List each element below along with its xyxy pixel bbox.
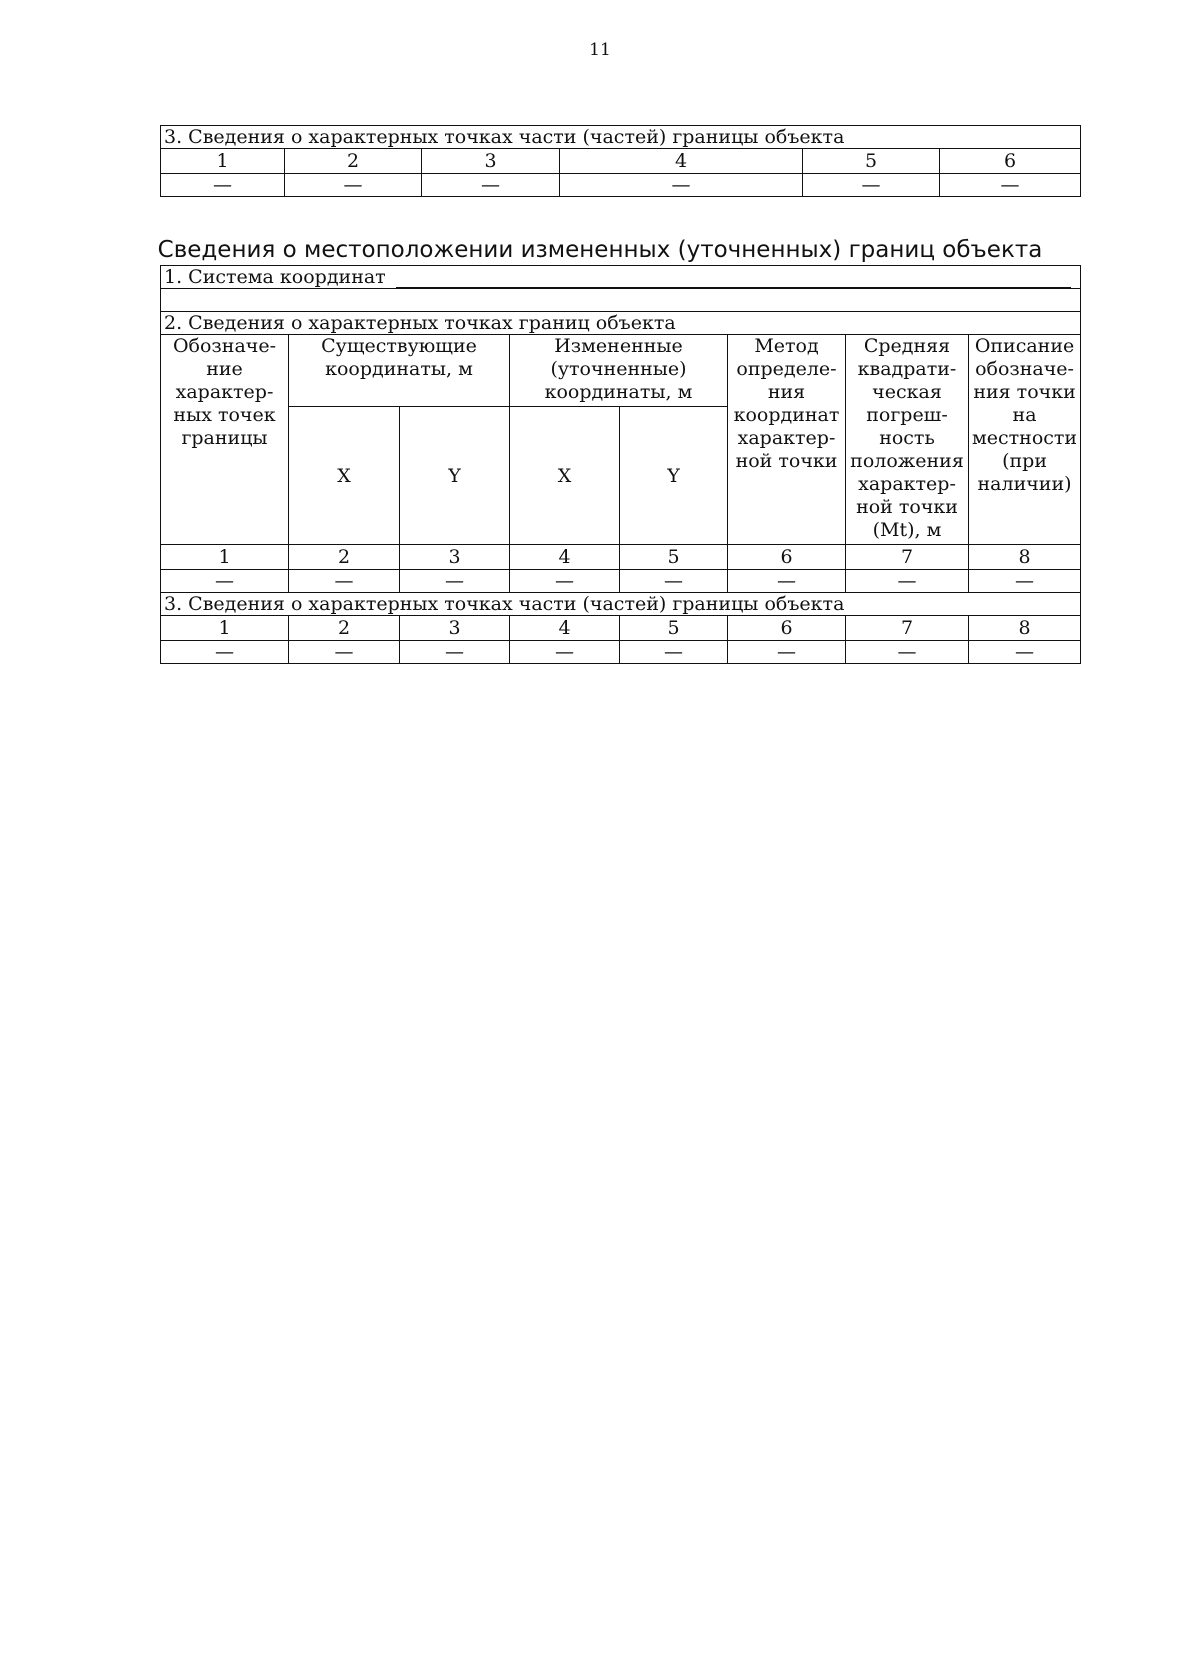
table-row <box>161 174 1081 197</box>
column-number: 6 <box>728 545 846 570</box>
table-cell: — <box>400 570 510 593</box>
table-cell: — <box>510 570 620 593</box>
table-cell: — <box>620 570 728 593</box>
column-number: 6 <box>940 149 1081 174</box>
table-cell: — <box>620 641 728 664</box>
table-cell: — <box>161 641 289 664</box>
column-number: 6 <box>728 616 846 641</box>
column-number: 1 <box>161 616 289 641</box>
column-number: 7 <box>846 545 969 570</box>
column-number: 1 <box>161 149 285 174</box>
table-cell: — <box>846 641 969 664</box>
boundary-points-table <box>160 265 1081 664</box>
coordinate-system-row <box>161 266 1081 289</box>
table-cell: — <box>728 641 846 664</box>
section-title: 2. Сведения о характерных точках границ объекта <box>161 312 1081 335</box>
changed-coordinates-header: Измененные (уточненные) координаты, м <box>510 335 728 407</box>
table-row <box>161 149 1081 174</box>
page-number: 11 <box>589 40 611 60</box>
table-cell: — <box>969 570 1081 593</box>
table-cell: — <box>846 570 969 593</box>
column-number: 3 <box>400 616 510 641</box>
method-header: Метод определе- ния координат характер- ной точки <box>728 335 846 545</box>
table-row <box>161 641 1081 664</box>
existing-coordinates-header: Существующие координаты, м <box>289 335 510 407</box>
table-cell: — <box>969 641 1081 664</box>
column-number: 1 <box>161 545 289 570</box>
x-header: X <box>510 407 620 545</box>
table-cell: — <box>728 570 846 593</box>
table-cell: — <box>285 174 422 197</box>
table-cell: — <box>400 641 510 664</box>
table-row <box>161 545 1081 570</box>
column-number: 8 <box>969 616 1081 641</box>
section-title: 3. Сведения о характерных точках части (частей) границы объекта <box>161 126 1081 149</box>
column-number: 2 <box>289 545 400 570</box>
description-header: Описание обозначе- ния точки на местности (при наличии) <box>969 335 1081 545</box>
table-cell: — <box>422 174 560 197</box>
column-number: 4 <box>510 616 620 641</box>
table-cell: — <box>510 641 620 664</box>
table-cell: — <box>289 641 400 664</box>
error-header: Средняя квадрати- ческая погреш- ность положения характер- ной точки (Mt), м <box>846 335 969 545</box>
table-cell: — <box>289 570 400 593</box>
table-cell: — <box>161 174 285 197</box>
column-number: 5 <box>620 545 728 570</box>
table-cell: — <box>161 570 289 593</box>
column-number: 7 <box>846 616 969 641</box>
column-number: 3 <box>422 149 560 174</box>
x-header: X <box>289 407 400 545</box>
column-number: 4 <box>510 545 620 570</box>
y-header: Y <box>400 407 510 545</box>
coordinate-system-line <box>396 271 1071 288</box>
parts-points-table <box>160 125 1081 197</box>
column-number: 4 <box>560 149 803 174</box>
table-cell: — <box>560 174 803 197</box>
column-number: 2 <box>289 616 400 641</box>
table-cell: — <box>803 174 940 197</box>
table-row <box>161 570 1081 593</box>
column-number: 5 <box>803 149 940 174</box>
column-number: 3 <box>400 545 510 570</box>
table-row <box>161 616 1081 641</box>
section-title: 3. Сведения о характерных точках части (частей) границы объекта <box>161 593 1081 616</box>
column-number: 2 <box>285 149 422 174</box>
table-cell: — <box>940 174 1081 197</box>
blank-row <box>161 289 1081 312</box>
coordinate-system-label: 1. Система координат <box>164 266 386 288</box>
designation-header: Обозначе- ние характер- ных точек границы <box>161 335 289 545</box>
section-heading: Сведения о местоположении измененных (уточненных) границ объекта <box>157 237 1043 263</box>
y-header: Y <box>620 407 728 545</box>
column-number: 5 <box>620 616 728 641</box>
column-number: 8 <box>969 545 1081 570</box>
